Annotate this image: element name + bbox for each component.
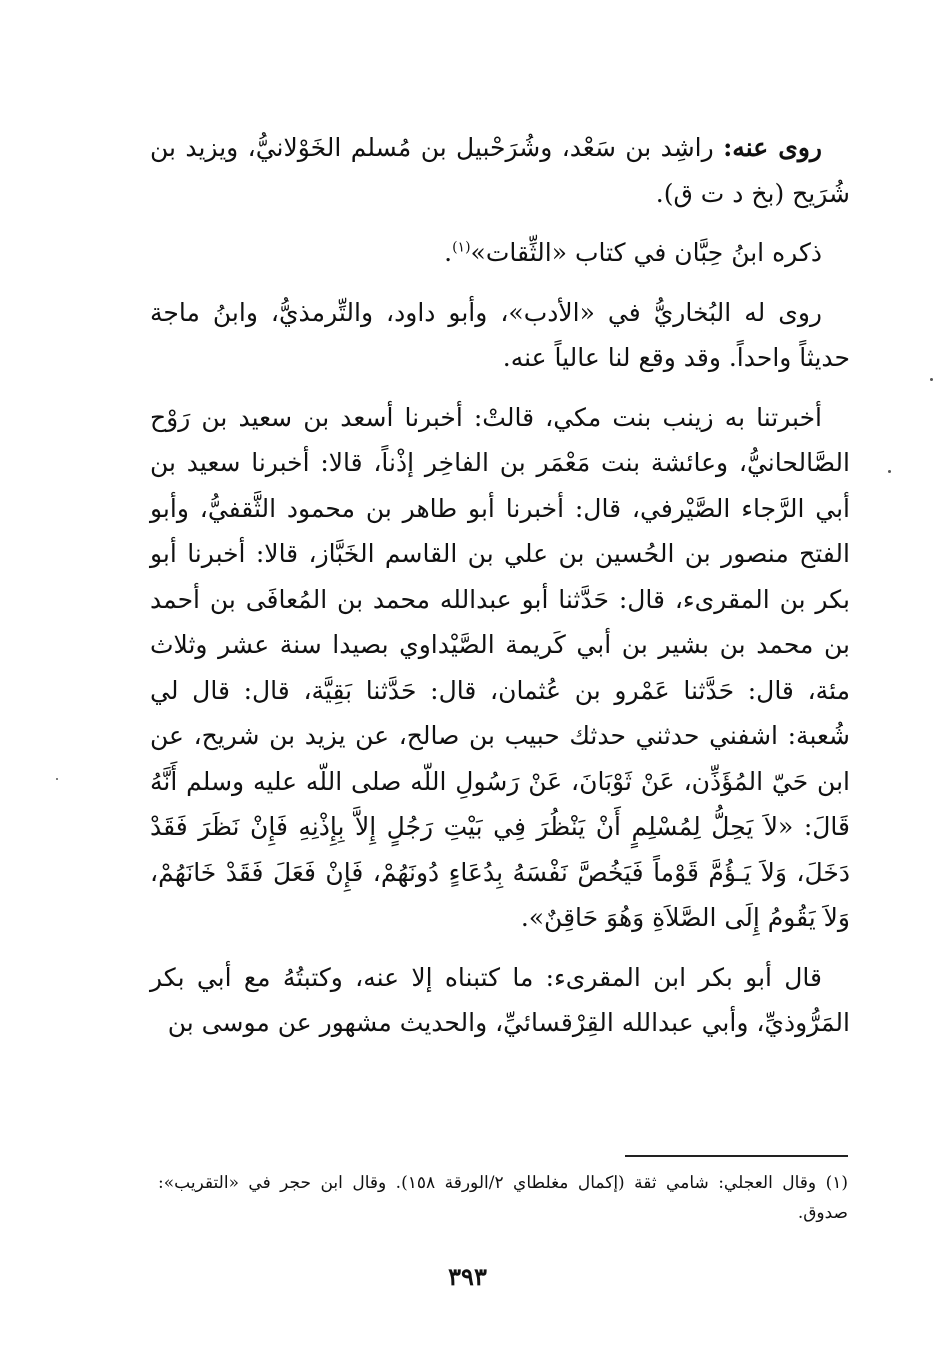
closing-paragraph: [150, 955, 850, 1046]
thiqat-paragraph: [150, 230, 850, 276]
transmission-text: روى له البُخاريُّ في «الأدب»، وأبو داود، والتِّرمذيُّ، وابنُ ماجة حديثاً واحداً. وقد وقع لنا عالياً عنه.: [150, 297, 850, 372]
narrators-label: روى عنه:: [723, 133, 823, 162]
scan-speck: [930, 378, 933, 381]
footnote-ref: (١): [452, 239, 471, 256]
thiqat-tail: .: [444, 238, 453, 267]
transmission-paragraph: [150, 290, 850, 381]
footnote: [158, 1168, 848, 1228]
footnote-divider: [625, 1155, 848, 1157]
narrators-paragraph: [150, 125, 850, 216]
isnad-text: أخبرتنا به زينب بنت مكي، قالتْ: أخبرنا أسعد بن سعيد بن رَوْح الصَّالحانيُّ، وعائشة بنت مَعْمَر بن الفاخِر إذْناً، قالا: أخبرنا سعيد بن أبي الرَّجاء الصَّيْرفي، قال: أخبرنا أبو طاهر بن محمود الثَّقفيُّ، وأبو الفتح منصور بن الحُسين بن علي بن القاسم الخَبَّاز، قالا: أخبرنا أبو بكر بن المقرىء، قال: حَدَّثنا أبو عبدالله محمد بن المُعافَى بن أحمد بن محمد بن بشير بن أبي كَريمة الصَّيْداوي بصيدا سنة عشر وثلاث مئة، قال: حَدَّثنا عَمْرو بن عُثمان، قال: حَدَّثنا بَقِيَّة، قال: قال لي شُعبة: اشفني حدثني حدثك حبيب بن صالح، عن يزيد بن شريح، عن ابن حَيّ المُؤَذِّن، عَنْ ثَوْبَانَ، عَنْ رَسُولِ اللّه صلى اللّه عليه وسلم أَنَّهُ قَالَ: «لاَ يَحِلُّ لِمُسْلِمٍ أَنْ يَنْظُرَ فِي بَيْتِ رَجُلٍ إِلاَّ بِإِذْنِهِ فَإِنْ نَظَرَ فَقَدْ دَخَلَ، وَلاَ يَـؤُمَّ قَوْماً فَيَخُصَّ نَفْسَهُ بِدُعَاءٍ دُونَهُمْ، فَإِنْ فَعَلَ فَقَدْ خَانَهُمْ، وَلاَ يَقُومُ إِلَى الصَّلاَةِ وَهُوَ حَاقِنٌ».: [150, 402, 850, 932]
scan-speck: [56, 778, 58, 780]
thiqat-text: ذكره ابنُ حِبَّان في كتاب «الثِّقات»: [470, 238, 822, 267]
closing-text: قال أبو بكر ابن المقرىء: ما كتبناه إلا عنه، وكتبتُهُ مع أبي بكر المَرُّوذيِّ، وأبي عبدالله القِرْقسائيِّ، والحديث مشهور عن موسى بن: [150, 962, 850, 1037]
footnote-text: (١) وقال العجلي: شامي ثقة (إكمال مغلطاي ٢/الورقة ١٥٨). وقال ابن حجر في «التقريب»: صدوق.: [158, 1173, 848, 1223]
scan-speck: [888, 470, 891, 473]
isnad-paragraph: [150, 395, 850, 941]
page-number: ٣٩٣: [448, 1262, 487, 1291]
main-text: [150, 125, 850, 1060]
narrators-text: راشِد بن سَعْد، وشُرَحْبيل بن مُسلم الخَوْلانيُّ، ويزيد بن شُرَيح (بخ د ت ق).: [150, 133, 850, 208]
